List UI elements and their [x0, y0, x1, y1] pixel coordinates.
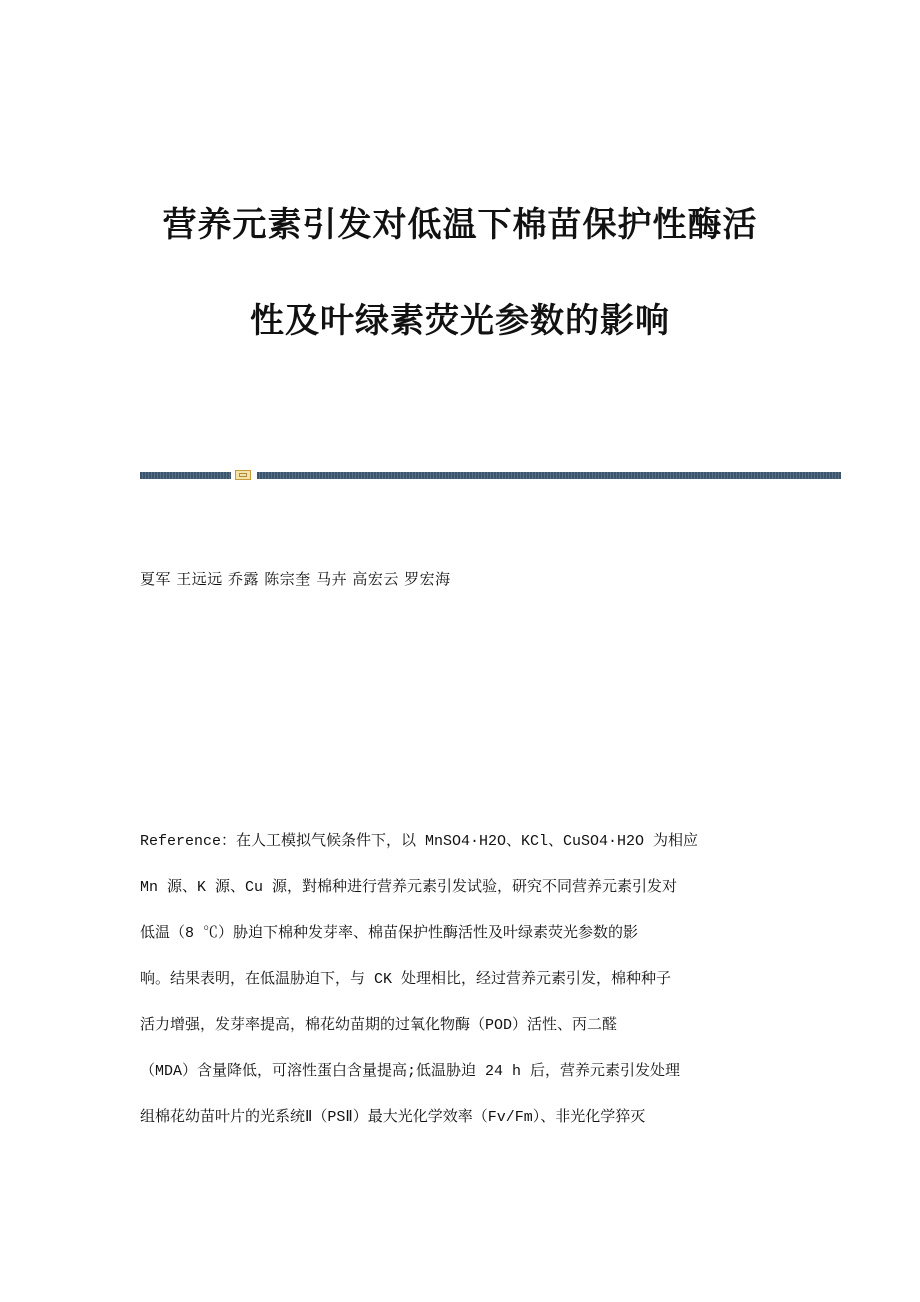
- title-line-2: 性及叶绿素荧光参数的影响: [250, 301, 670, 341]
- abstract-line: Mn 源、K 源、Cu 源，對棉种进行营养元素引发试验，研究不同营养元素引发对: [140, 879, 678, 896]
- abstract-line: 响。结果表明，在低温胁迫下，与 CK 处理相比，经过营养元素引发，棉种种子: [140, 971, 672, 988]
- abstract-line: （MDA）含量降低，可溶性蛋白含量提高;低温胁迫 24 h 后，营养元素引发处理: [140, 1063, 681, 1080]
- abstract-line: 活力增强，发芽率提高，棉花幼苗期的过氧化物酶（POD）活性、丙二醛: [140, 1017, 618, 1034]
- title-divider: [140, 470, 841, 480]
- divider-bar-left: [140, 472, 231, 479]
- abstract: [140, 826, 785, 1148]
- abstract-line: Reference：在人工模拟气候条件下，以 MnSO4·H2O、KCl、CuSO4·H2O 为相应: [140, 833, 699, 850]
- divider-ornament-icon: [235, 470, 251, 480]
- author-list: 夏军 王远远 乔露 陈宗奎 马卉 高宏云 罗宏海: [140, 570, 451, 588]
- divider-bar-right: [257, 472, 841, 479]
- paper-title: [0, 200, 920, 346]
- title-line-1: 营养元素引发对低温下棉苗保护性酶活: [162, 205, 758, 245]
- abstract-line: 组棉花幼苗叶片的光系统Ⅱ（PSⅡ）最大光化学效率（Fv/Fm）、非光化学猝灭: [140, 1109, 646, 1126]
- abstract-line: 低温（8 ℃）胁迫下棉种发芽率、棉苗保护性酶活性及叶绿素荧光参数的影: [140, 925, 639, 942]
